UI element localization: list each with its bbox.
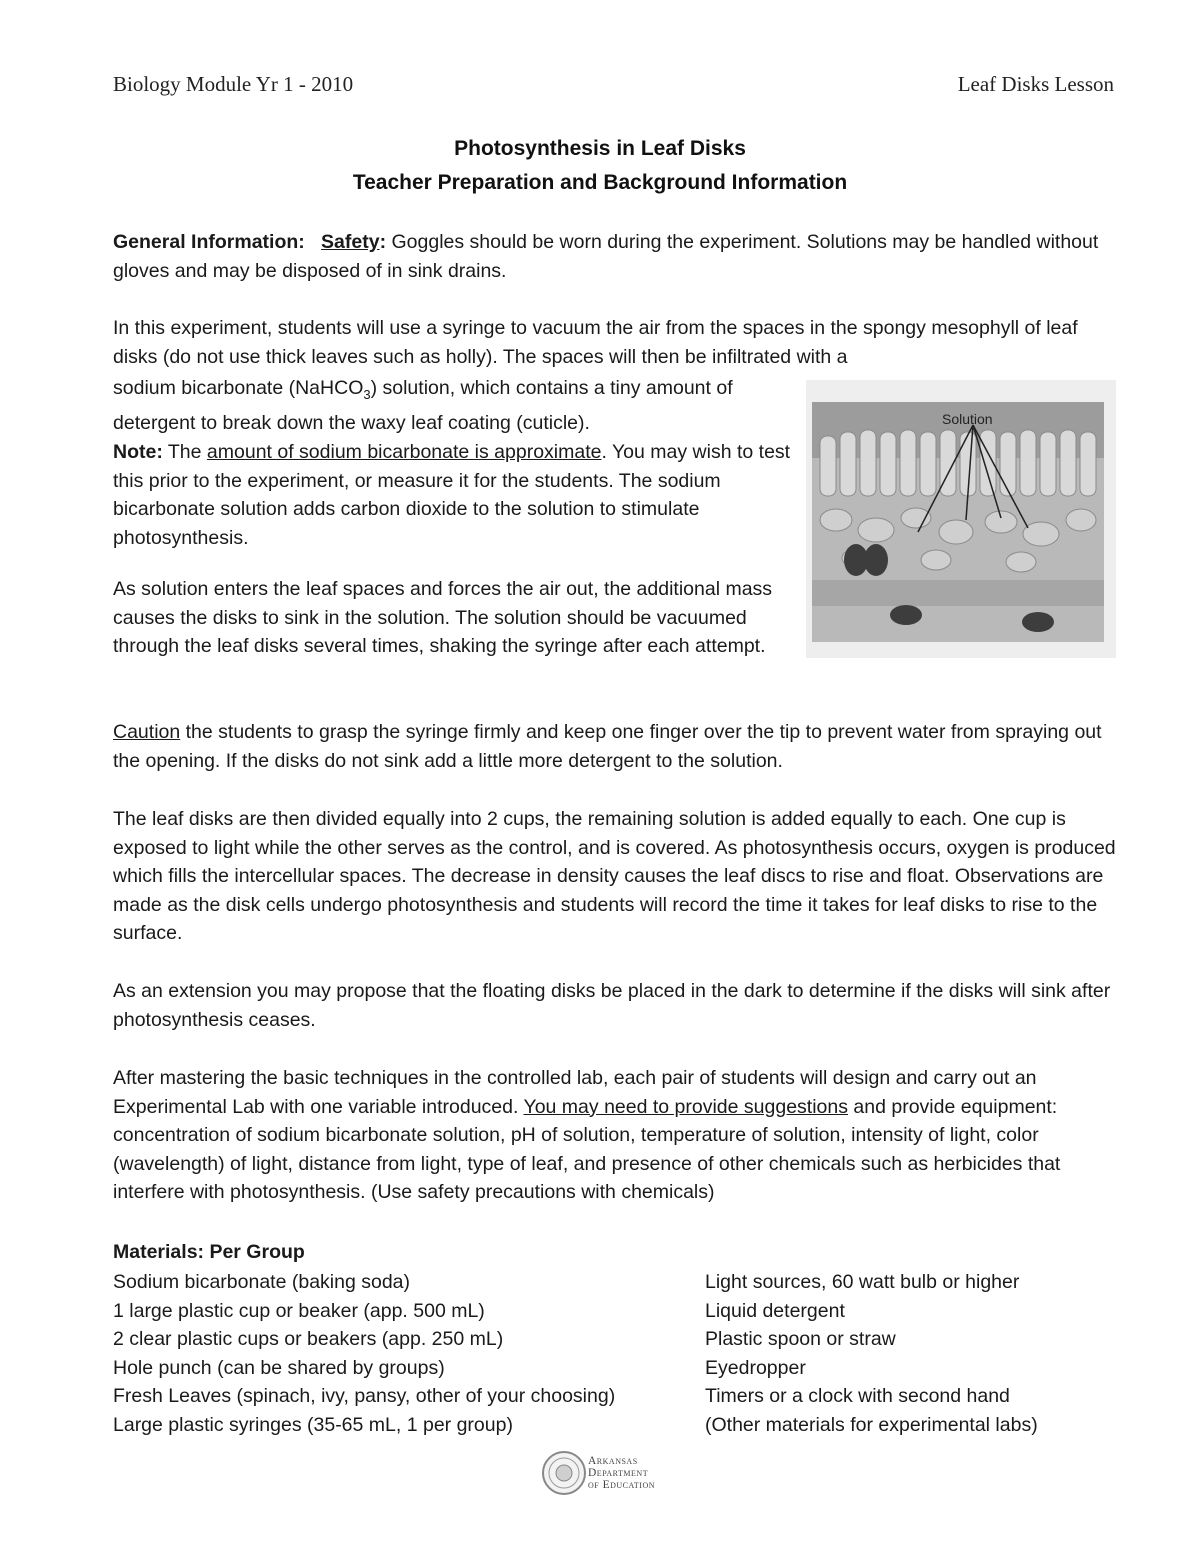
materials-right-column xyxy=(705,1268,1038,1440)
extension-paragraph: As an extension you may propose that the floating disks be placed in the dark to determine if the disks will sink after photosynthesis ceases. xyxy=(113,980,1111,1031)
general-information-label: General Information: xyxy=(113,231,305,253)
experimental-lab-paragraph xyxy=(113,1064,1118,1207)
material-item: Light sources, 60 watt bulb or higher xyxy=(705,1271,1020,1293)
note-text-a: The xyxy=(162,441,207,464)
solution-enters-paragraph: As solution enters the leaf spaces and forces the air out, the additional mass causes the disks to sink in the solution. The solution should be vacuumed through the leaf disks several times, shaking the syringe after each attempt. xyxy=(113,578,773,658)
caution-text: the students to grasp the syringe firmly and keep one finger over the tip to prevent water from spraying out the opening. If the disks do not sink add a little more detergent to the solution. xyxy=(113,721,1102,772)
bicarbonate-subscript: 3 xyxy=(363,386,371,402)
running-header-right: Leaf Disks Lesson xyxy=(957,72,1114,96)
material-item: Timers or a clock with second hand xyxy=(705,1385,1010,1408)
material-item: Sodium bicarbonate (baking soda) xyxy=(113,1271,411,1293)
caution-paragraph xyxy=(113,718,1118,775)
logo-line-1: Arkansas xyxy=(588,1455,638,1467)
materials-heading: Materials: Per Group xyxy=(113,1241,305,1263)
document-title: Photosynthesis in Leaf Disks xyxy=(454,137,746,160)
material-item: 1 large plastic cup or beaker (app. 500 mL) xyxy=(113,1299,485,1322)
safety-colon: : xyxy=(379,231,387,253)
bicarbonate-text-b: ) solution, which contains a tiny amount of detergent to break down the waxy leaf coating (cuticle). xyxy=(113,377,733,435)
material-item: 2 clear plastic cups or beakers (app. 250 mL) xyxy=(113,1328,504,1351)
note-label: Note: xyxy=(113,441,163,464)
material-item: Plastic spoon or straw xyxy=(705,1328,896,1351)
material-item: Fresh Leaves (spinach, ivy, pansy, other of your choosing) xyxy=(113,1385,616,1408)
experimental-lab-text-a: After mastering the basic techniques in the controlled lab, each pair of students will design and carry out an Experimental Lab with one variable introduced. xyxy=(113,1067,1037,1118)
material-item: Liquid detergent xyxy=(705,1299,845,1322)
note-text-b: . You may wish to test this prior to the experiment, or measure it for the students. The sodium bicarbonate solution adds carbon dioxide to the solution to stimulate photosynthesis. xyxy=(113,441,791,549)
material-item: (Other materials for experimental labs) xyxy=(705,1413,1038,1436)
leaf-disks-divided-paragraph: The leaf disks are then divided equally into 2 cups, the remaining solution is added equally to each. One cup is exposed to light while the other serves as the control, and is covered. As photosynthesis occurs, oxygen is produced which fills the intercellular spaces. The decrease in density causes the leaf discs to rise and float. Observations are made as the disk cells undergo photosynthesis and students will record the time it takes for leaf disks to rise to the surface. xyxy=(113,808,1116,945)
arkansas-department-of-education-logo xyxy=(588,1455,655,1491)
material-item: Large plastic syringes (35-65 mL, 1 per group) xyxy=(113,1413,513,1436)
leaf-cross-section-figure xyxy=(806,380,1116,658)
leaf-cross-section-image xyxy=(806,380,1116,658)
safety-text: Goggles should be worn during the experiment. Solutions may be handled without gloves and may be disposed of in sink drains. xyxy=(113,231,1099,282)
material-item: Hole punch (can be shared by groups) xyxy=(113,1356,445,1379)
materials-left-column xyxy=(113,1268,615,1440)
material-item: Eyedropper xyxy=(705,1356,806,1379)
note-underlined: amount of sodium bicarbonate is approximate xyxy=(206,441,602,464)
experiment-intro-text: In this experiment, students will use a syringe to vacuum the air from the spaces in the spongy mesophyll of leaf disks (do not use thick leaves such as holly). The spaces will then be infiltrated with a xyxy=(113,317,1078,368)
bicarbonate-paragraph xyxy=(113,374,793,552)
figure-solution-label: Solution xyxy=(942,411,993,427)
caution-label: Caution xyxy=(113,721,181,743)
general-information-paragraph xyxy=(113,228,1118,285)
experimental-lab-text-b: and provide equipment: concentration of sodium bicarbonate solution, pH of solution, temperature of solution, intensity of light, color (wavelength) of light, distance from light, type of leaf, and presence of other chemicals such as herbicides that interfere with photosynthesis. (Use safety precautions with chemicals) xyxy=(113,1095,1061,1204)
experiment-intro-paragraph xyxy=(113,314,1118,371)
bicarbonate-text-a: sodium bicarbonate (NaHCO xyxy=(113,377,364,399)
safety-label: Safety xyxy=(321,231,380,253)
document-subtitle: Teacher Preparation and Background Information xyxy=(352,171,848,194)
logo-line-3: of Education xyxy=(588,1479,656,1491)
experimental-lab-underlined: You may need to provide suggestions xyxy=(523,1095,848,1118)
logo-line-2: Department xyxy=(588,1467,649,1479)
running-header-left: Biology Module Yr 1 - 2010 xyxy=(113,72,354,96)
